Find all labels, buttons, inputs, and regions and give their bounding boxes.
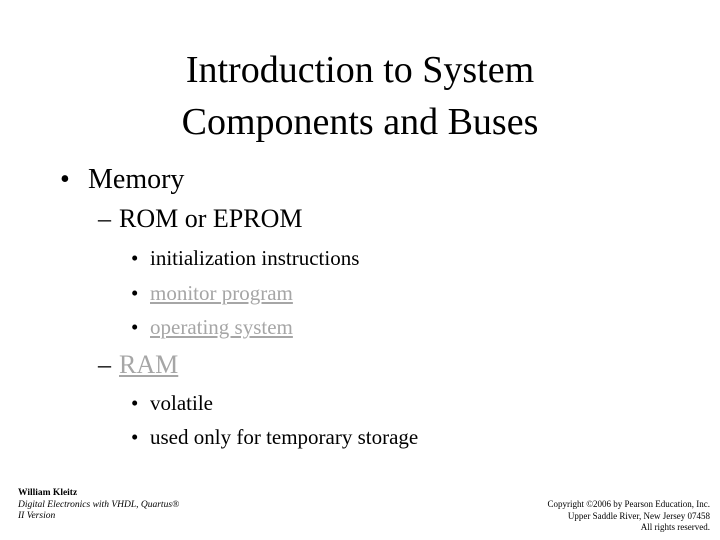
- dash-marker: –: [98, 204, 111, 233]
- bullet-marker: •: [60, 164, 70, 195]
- footer-copyright-3: All rights reserved.: [640, 522, 710, 532]
- bullet-monitor-program: [131, 281, 293, 306]
- bullet-marker: •: [131, 425, 139, 449]
- footer-book-title-1: Digital Electronics with VHDL, Quartus®: [18, 499, 180, 510]
- bullet-text: ROM or EPROM: [119, 204, 303, 233]
- dash-marker: –: [98, 350, 111, 379]
- title-line-2: Components and Buses: [181, 101, 539, 143]
- footer-author-block: [18, 488, 179, 523]
- bullet-text: volatile: [150, 391, 213, 415]
- bullet-marker: •: [131, 246, 139, 270]
- bullet-marker: •: [131, 315, 139, 339]
- bullet-marker: •: [131, 391, 139, 415]
- monitor-program-link[interactable]: monitor program: [150, 281, 293, 305]
- bullet-text: used only for temporary storage: [150, 425, 419, 449]
- bullet-text: Memory: [88, 164, 185, 195]
- bullet-operating-system: [131, 315, 293, 340]
- bullet-memory: [60, 164, 184, 196]
- ram-link[interactable]: RAM: [119, 350, 179, 379]
- footer-book-title-2: II Version: [18, 511, 56, 521]
- footer-copyright-2: Upper Saddle River, New Jersey 07458: [567, 510, 710, 521]
- bullet-volatile: [131, 391, 213, 416]
- bullet-temporary-storage: [131, 425, 418, 450]
- bullet-text: initialization instructions: [150, 246, 360, 270]
- footer-author: William Kleitz: [18, 488, 78, 498]
- bullet-ram: [98, 350, 178, 380]
- footer-copyright-block: [547, 499, 710, 534]
- operating-system-link[interactable]: operating system: [150, 315, 293, 339]
- bullet-rom: [98, 204, 302, 234]
- footer-copyright-1: Copyright ©2006 by Pearson Education, Inc.: [547, 499, 710, 509]
- bullet-initialization: [131, 246, 359, 271]
- bullet-marker: •: [131, 281, 139, 305]
- slide-title: [60, 44, 660, 148]
- title-line-1: Introduction to System: [185, 49, 535, 91]
